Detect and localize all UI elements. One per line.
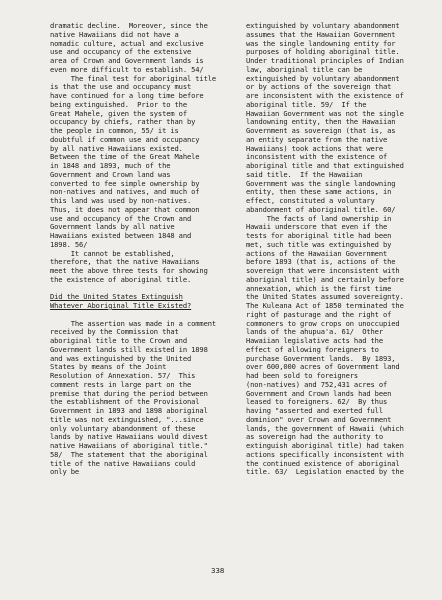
text-line: lands by native Hawaiians would divest <box>50 433 208 442</box>
text-line: native Hawaiians did not have a <box>50 30 179 39</box>
text-line: Government as sovereign (that is, as <box>246 127 396 135</box>
text-line: or by actions of the sovereign that <box>246 83 392 92</box>
text-line: this land was used by non-natives. <box>50 197 192 205</box>
text-line: the establishment of the Provisional <box>50 398 200 407</box>
underlined-heading-text: Did the United States Extinguish <box>50 293 183 302</box>
text-line: commoners to grow crops on unoccupied <box>246 319 400 328</box>
text-line: Government lands still existed in 1898 <box>50 345 208 354</box>
text-line: doubtful if common use and occupancy <box>50 135 200 144</box>
text-line: effect, constituted a voluntary <box>246 197 375 205</box>
text-line: leased to foreigners. 62/ By thus <box>246 398 388 407</box>
text-line: The final test for aboriginal title <box>50 74 217 83</box>
text-line: only be <box>50 468 80 477</box>
text-line: Under traditional principles of Indian <box>246 57 404 65</box>
text-line: use and occupancy of the extensive <box>50 48 192 57</box>
text-line: law, aboriginal title can be <box>246 65 363 74</box>
text-line: Government was the single landowning <box>246 179 396 188</box>
text-line: in 1848 and 1893, much of the <box>50 162 171 170</box>
text-line: area of Crown and Government lands is <box>50 57 204 65</box>
text-line: met, such title was extinguished by <box>246 240 392 249</box>
text-line: was the single landowning entity for <box>246 39 396 48</box>
text-line: said title. If the Hawaiian <box>246 170 363 179</box>
text-line: 58/ The statement that the aboriginal <box>50 450 208 459</box>
text-line: and was extinguished by the United <box>50 354 192 363</box>
text-line: Hawaiians existed between 1848 and <box>50 232 192 240</box>
text-line: landowning entity, then the Hawaiian <box>246 118 396 127</box>
text-line: aboriginal title. 59/ If the <box>246 100 367 109</box>
text-line: 1898. 56/ <box>50 240 88 249</box>
text-line: extinguished by voluntary abandonment <box>246 22 400 30</box>
text-line: Great Mahele, given the system of <box>50 109 187 118</box>
text-line: The assertion was made in a comment <box>50 319 217 328</box>
text-line: native Hawaiians of aboriginal title." <box>50 442 208 450</box>
text-line: actions of the Hawaiian Government <box>246 249 388 258</box>
text-line: Hawaiian legislative acts had the <box>246 337 383 345</box>
text-line: occupancy by chiefs, rather than by <box>50 118 196 127</box>
text-line: Government lands by all native <box>50 223 175 232</box>
text-line: Government in 1893 and 1898 aboriginal <box>50 407 208 415</box>
text-line: inconsistent with the existence of <box>246 153 388 162</box>
text-line: It cannot be established, <box>50 249 175 258</box>
text-line: comment rests in large part on the <box>50 380 192 389</box>
left-text-column <box>50 22 230 477</box>
text-line: purchase Government lands. By 1893, <box>246 354 396 363</box>
text-line: Hawaii underscore that even if the <box>246 223 388 232</box>
text-line: aboriginal title to the Crown and <box>50 337 187 345</box>
text-line: States by means of the Joint <box>50 363 167 372</box>
text-line: therefore, that the native Hawaiians <box>50 258 200 267</box>
text-line: The Kuleana Act of 1850 terminated the <box>246 302 404 310</box>
text-line: an entity separate from the native <box>246 135 388 144</box>
text-line: Resolution of Annexation. 57/ This <box>50 372 196 380</box>
underlined-heading-text: Whatever Aboriginal Title Existed? <box>50 302 192 310</box>
text-line: had been sold to foreigners <box>246 372 359 380</box>
text-line: the people in common, 55/ it is <box>50 127 179 135</box>
text-line: meet the above three tests for showing <box>50 267 208 275</box>
section-heading-line <box>50 302 230 311</box>
text-line: actions specifically inconsistent with <box>246 450 404 459</box>
text-line: sovereign that were inconsistent with <box>246 267 400 275</box>
text-line: extinguish aboriginal title) had taken <box>246 442 404 450</box>
page-number: 338 <box>211 566 225 575</box>
text-line: only voluntary abandonment of these <box>50 424 196 433</box>
text-line: lands of the ahupua'a. 61/ Other <box>246 328 383 337</box>
text-line: premise that during the period between <box>50 389 208 398</box>
text-line: extinguished by voluntary abandonment <box>246 74 400 83</box>
text-line: Between the time of the Great Mahele <box>50 153 200 162</box>
section-heading-line <box>50 293 230 302</box>
text-line: even more difficult to establish. 54/ <box>50 65 204 74</box>
text-line: entity, then these same actions, in <box>246 188 392 197</box>
text-line: tests for aboriginal title had been <box>246 232 392 240</box>
right-text-column <box>246 22 426 477</box>
text-line: right of pasturage and the right of <box>246 310 392 319</box>
text-line: having "asserted and exerted full <box>246 407 383 415</box>
text-line: by all native Hawaiians existed. <box>50 144 183 153</box>
text-line: over 600,000 acres of Government land <box>246 363 400 372</box>
text-line: The facts of land ownership in <box>246 214 392 223</box>
text-line: being extinguished. Prior to the <box>50 100 187 109</box>
text-line: title. 63/ Legislation enacted by the <box>246 468 404 477</box>
text-line <box>50 285 230 294</box>
text-line: dominion" over Crown and Government <box>246 415 392 424</box>
text-line: are inconsistent with the existence of <box>246 92 404 100</box>
text-line: before 1893 (that is, actions of the <box>246 258 396 267</box>
text-line: title was not extinguished, "...since <box>50 415 204 424</box>
text-line: title of the native Hawaiians could <box>50 459 196 468</box>
text-line: aboriginal title) and certainly before <box>246 275 404 284</box>
text-line: Government and Crown land was <box>50 170 171 179</box>
text-line: Government and Crown lands had been <box>246 389 392 398</box>
text-line: dramatic decline. Moreover, since the <box>50 22 208 30</box>
text-line: converted to fee simple ownership by <box>50 179 200 188</box>
text-line: Hawaiian Government was not the single <box>246 109 404 118</box>
text-line: the existence of aboriginal title. <box>50 275 192 284</box>
text-line: the United States assumed sovereignty. <box>246 293 404 302</box>
text-line: as sovereign had the authority to <box>246 433 383 442</box>
text-line: aboriginal title and that extinguished <box>246 162 404 170</box>
text-line <box>50 311 230 320</box>
text-line: (non-natives) and 752,431 acres of <box>246 380 388 389</box>
text-line: have continued for a long time before <box>50 92 204 100</box>
text-line: abandonment of aboriginal title. 60/ <box>246 205 396 214</box>
text-line: purposes of holding aboriginal title. <box>246 48 400 57</box>
text-line: received by the Commission that <box>50 328 179 337</box>
text-line: assumes that the Hawaiian Government <box>246 30 396 39</box>
text-line: nomadic culture, actual and exclusive <box>50 39 204 48</box>
text-line: non-natives and natives, and much of <box>50 188 200 197</box>
text-line: is that the use and occupancy must <box>50 83 192 92</box>
text-line: the continued existence of aboriginal <box>246 459 400 468</box>
text-line: lands, the government of Hawaii (which <box>246 424 404 433</box>
text-line: effect of allowing foreigners to <box>246 345 379 354</box>
text-line: Hawaiians) took actions that were <box>246 144 383 153</box>
text-line: use and occupancy of the Crown and <box>50 214 192 223</box>
text-line: Thus, it does not appear that common <box>50 205 200 214</box>
text-line: annexation, which is the first time <box>246 284 392 293</box>
